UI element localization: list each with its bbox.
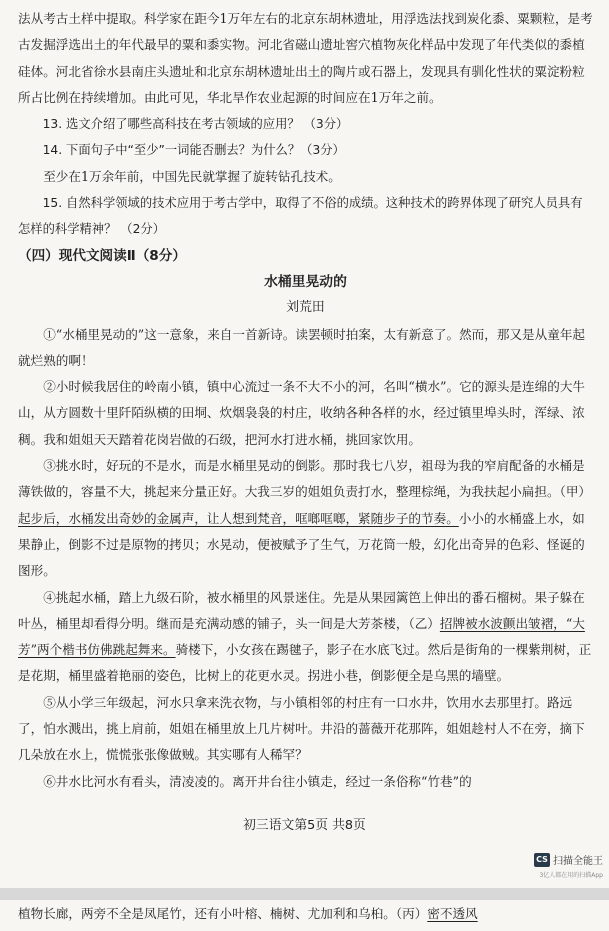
question-15: 15. 自然科学领域的技术应用于考古学中，取得了不俗的成绩。这种技术的跨界体现了研究人员具有怎样的科学精神？ （2分） [18,196,583,237]
camscanner-logo-icon: CS [534,853,550,867]
paragraph-3-text: ③挑水时，好玩的不是水，而是水桶里晃动的倒影。那时我七八岁，祖母为我的窄肩配备的水桶是薄铁做的，容量不大，挑起来分量正好。大我三岁的姐姐负责打水，整理棕绳，为我扶起小扁担。（甲） [18,458,592,500]
paragraph-3-text-end: 小小的水桶盛上水，如果静止，倒影不过是原物的拷贝；水晃动，便被赋予了生气，万花筒一般，幻化出奇异的色彩、怪诞的图形。 [18,510,585,579]
question-14-sentence: 至少在1万余年前，中国先民就掌握了旋转钻孔技术。 [43,168,341,184]
paragraph-3 [18,453,593,584]
next-page-strip [0,900,609,931]
paragraph-intro: 法从考古土样中提取。科学家在距今1万年左右的北京东胡林遗址，用浮选法找到炭化黍、粟颗粒，是考古发掘浮选出土的年代最早的粟和黍实物。河北省磁山遗址窖穴植物灰化样品中发现了年代类似的黍植硅体。河北省徐水县南庄头遗址和北京东胡林遗址出土的陶片或石器上，发现具有驯化性状的粟淀粉粒所占比例在持续增加。由此可见，华北旱作农业起源的时间应在1万年之前。 [18,11,593,105]
section-heading: （四）现代文阅读Ⅱ（8分） [18,247,186,264]
paragraph-6: ⑥井水比河水有看头，清凌凌的。离开井台往小镇走，经过一条俗称“竹巷”的 [43,773,472,789]
paragraph-4-text-end: 骑楼下，小女孩在踢毽子，影子在水底飞过。然后是街角的一棵紫荆树，正是花期，桶里盛着艳丽的姿色，比树上的花更水灵。拐进小巷，倒影便全是乌黑的墙壁。 [18,642,592,684]
underlined-sentence-bing: 密不透风 [427,906,478,921]
paragraph-2: ②小时候我居住的岭南小镇，镇中心流过一条不大不小的河，名叫“横水”。它的源头是连绵的大牛山，从方圆数十里阡陌纵横的田垌、炊烟袅袅的村庄，收纳各种各样的水，经过镇里埠头时，浑绿、浓稠。我和姐姐天天踏着花岗岩做的石级，把河水打进水桶，挑回家饮用。 [18,379,586,447]
underlined-sentence-yi: 招牌被水波颤出皱褶，“大芳”两个楷书仿佛跳起舞来。 [18,615,585,658]
watermark-subtitle: 3亿人都在用的扫描App [539,872,603,879]
paragraph-4 [18,585,593,690]
scanner-watermark [534,852,603,867]
paragraph-5: ⑤从小学三年级起，河水只拿来洗衣物，与小镇相邻的村庄有一口水井，饮用水去那里打。路远了，怕水溅出，挑上肩前，姐姐在桶里放上几片树叶。井沿的蔷薇开花那阵，姐姐趁村人不在旁，摘下几朵放在水上，慌慌张张像做贼。其实哪有人稀罕？ [18,694,585,763]
question-13: 13. 选文介绍了哪些高科技在考古领域的应用？ （3分） [42,117,349,132]
watermark-brand: 扫描全能王 [553,856,603,867]
page-separator [0,888,609,900]
text-body [18,6,593,795]
next-page-text: 植物长廊，两旁不全是凤尾竹，还有小叶榕、楠树、尤加利和乌桕。（丙） [18,906,428,921]
article-author: 刘荒田 [286,300,325,316]
article-title: 水桶里晃动的 [264,273,347,290]
question-14: 14. 下面句子中“至少”一词能否删去？为什么？（3分） [42,143,345,158]
underlined-sentence-jia: 起步后，水桶发出奇妙的金属声，让人想到梵音，哐啷哐啷，紧随步子的节奏。 [18,510,459,526]
paragraph-1: ①“水桶里晃动的”这一意象，来自一首新诗。读罢顿时拍案，太有新意了。然而，那又是从童年起就烂熟的啊！ [18,326,586,368]
paragraph-4-text: ④挑起水桶，踏上九级石阶，被水桶里的风景迷住。先是从果园篱笆上伸出的番石榴树。果子躲在叶丛，桶里却看得分明。继而是充满动感的铺子，头一间是大芳茶楼，（乙） [18,589,585,631]
page-footer: 初三语文第5页 共8页 [243,818,366,833]
